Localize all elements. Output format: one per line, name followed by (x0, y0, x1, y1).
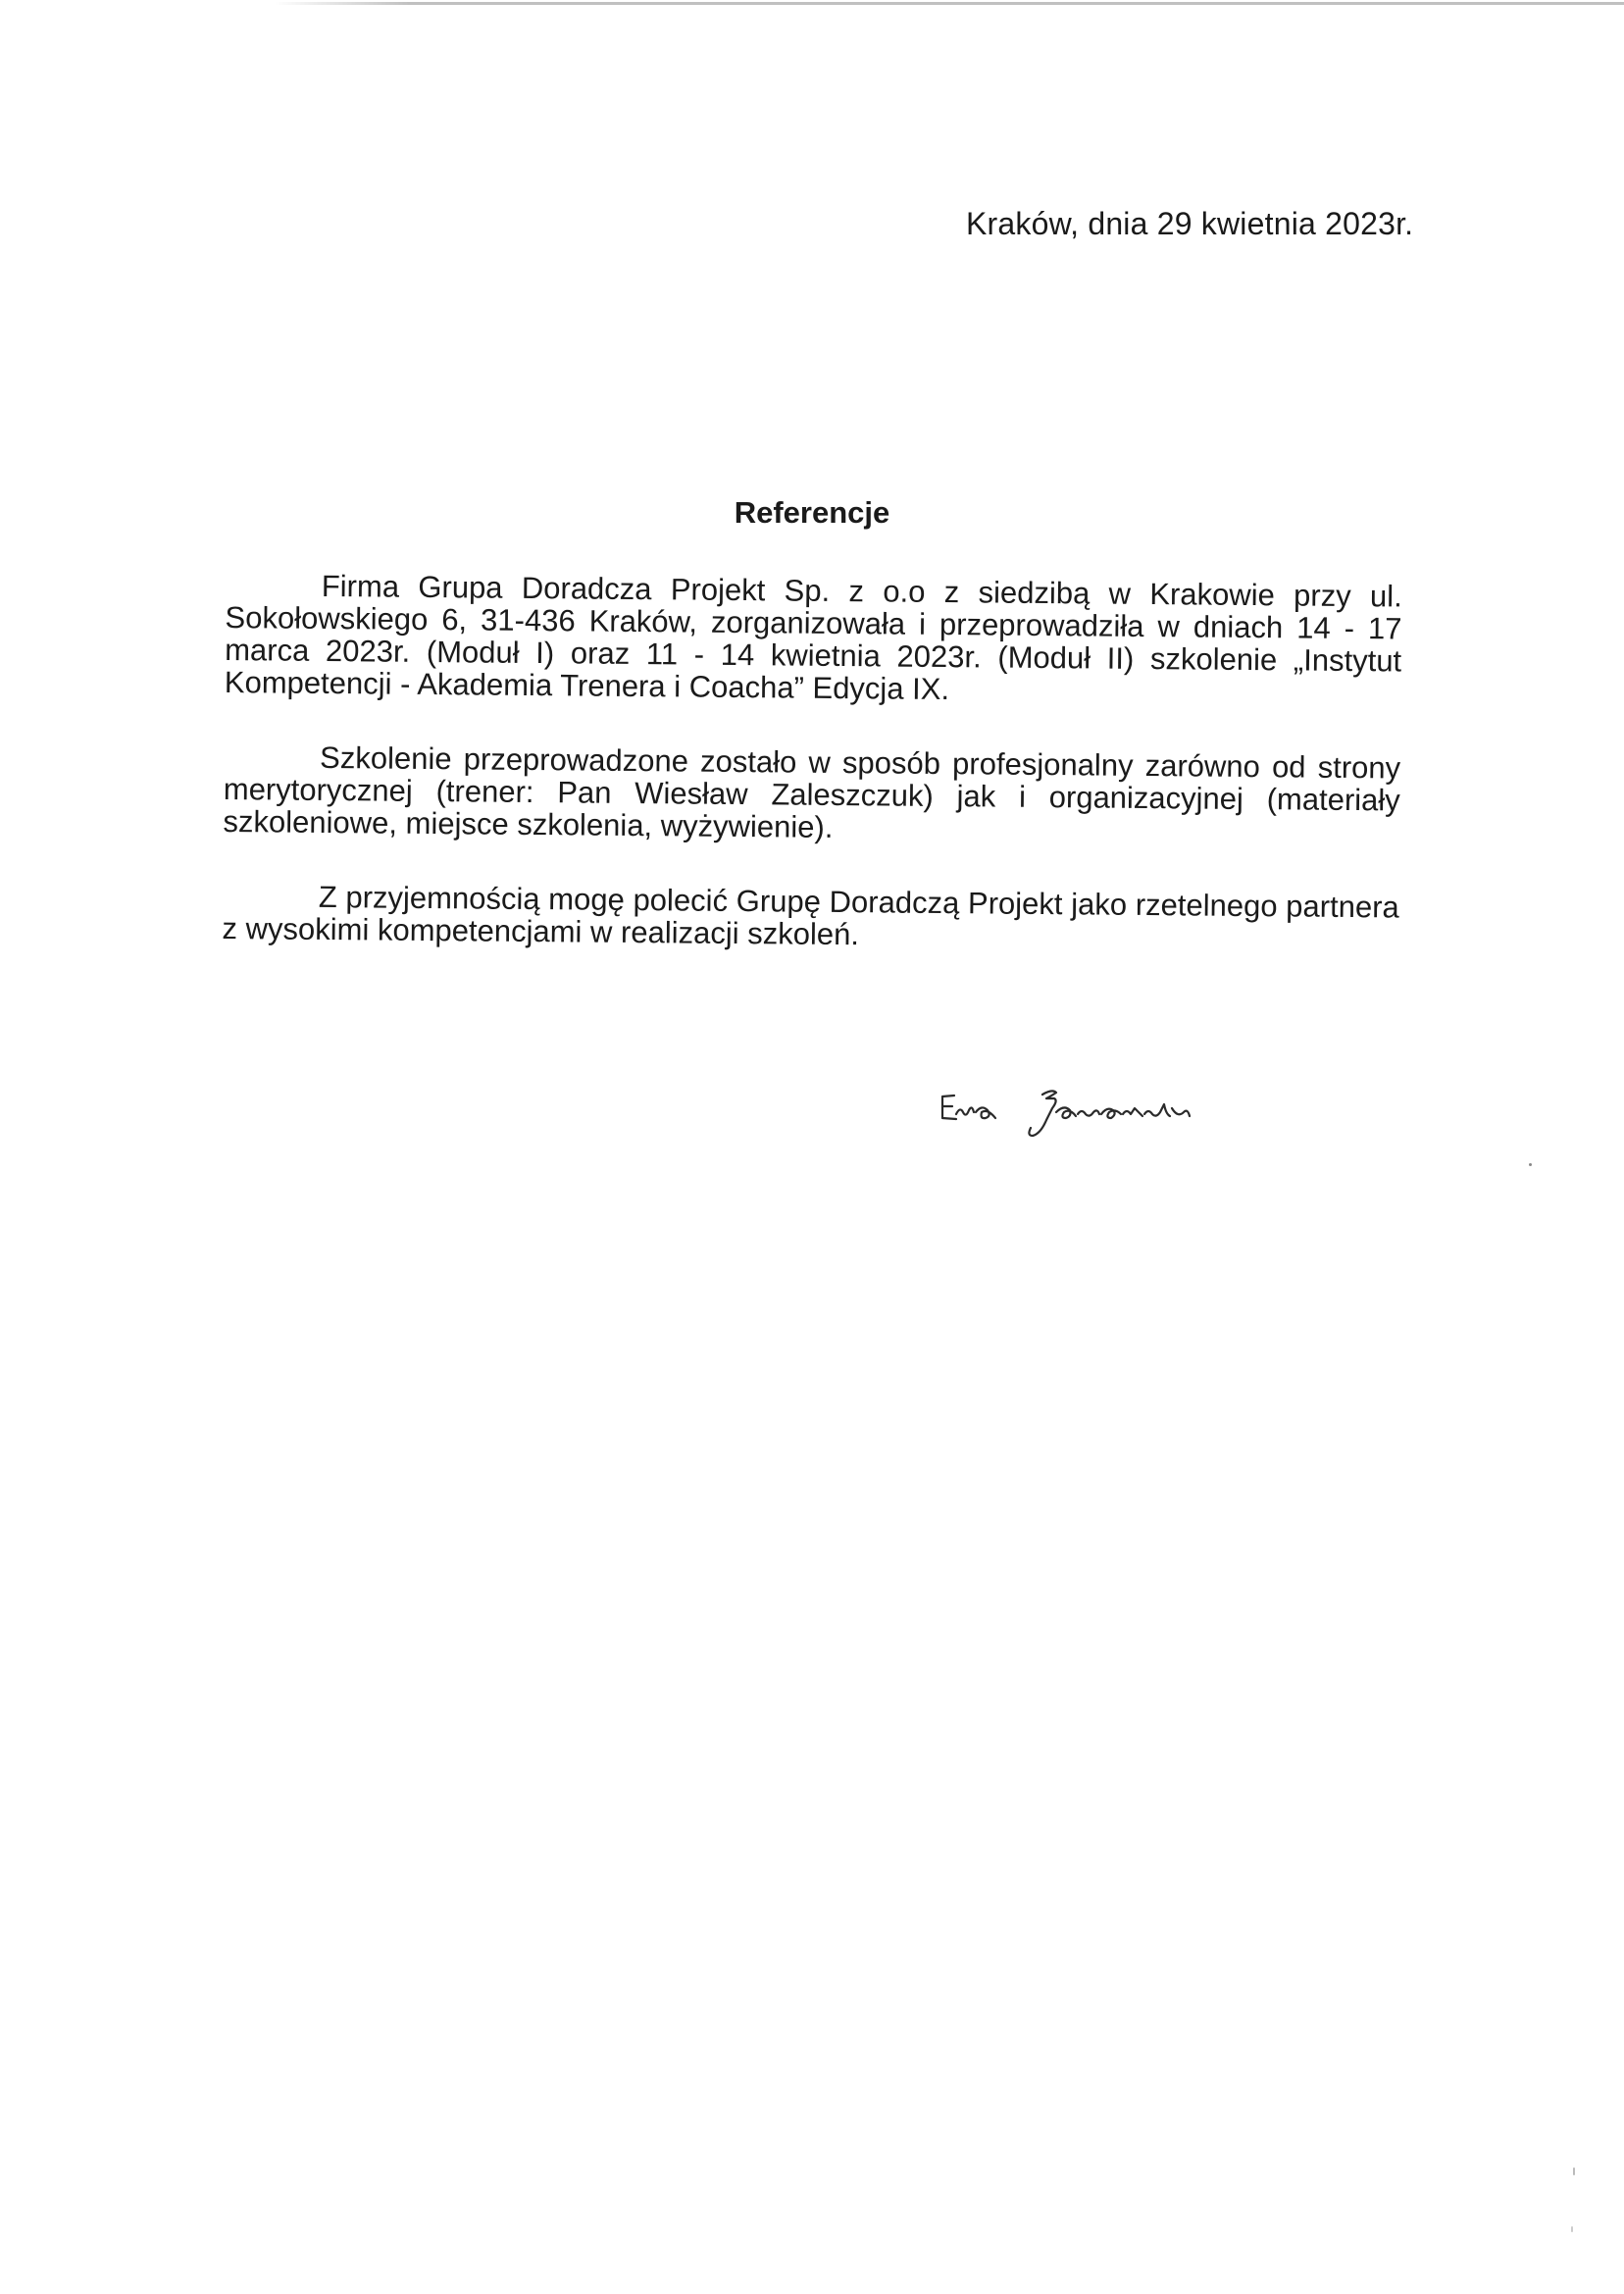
scan-speck (1571, 2226, 1573, 2232)
scan-edge-line (275, 2, 1624, 5)
document-body (222, 569, 1402, 997)
paragraph-organizer: Firma Grupa Doradcza Projekt Sp. z o.o z siedzibą w Krakowie przy ul. Sokołowskiego 6, 31-436 Kraków, zorganizowała i przeprowadziła w dniach 14 - 17 marca 2023r. (Moduł I) oraz 11 - 14 kwietnia 2023r. (Moduł II) szkolenie „Instytut Kompetencji - Akademia Trenera i Coacha” Edycja IX. (224, 568, 1402, 707)
scan-speck (1529, 1163, 1532, 1166)
scan-speck (1573, 2167, 1575, 2175)
paragraph-quality: Szkolenie przeprowadzone zostało w sposób profesjonalny zarówno od strony merytorycznej (trener: Pan Wiesław Zaleszczuk) jak i organizacyjnej (materiały szkoleniowe, miejsce szkolenia, wyżywienie). (223, 739, 1401, 844)
paragraph-recommendation: Z przyjemnością mogę polecić Grupę Doradczą Projekt jako rzetelnego partnera z wysokimi kompetencjami w realizacji szkoleń. (222, 879, 1399, 952)
date-line: Kraków, dnia 29 kwietnia 2023r. (966, 206, 1414, 241)
document-title: Referencje (734, 495, 890, 530)
handwritten-signature (937, 1079, 1231, 1157)
